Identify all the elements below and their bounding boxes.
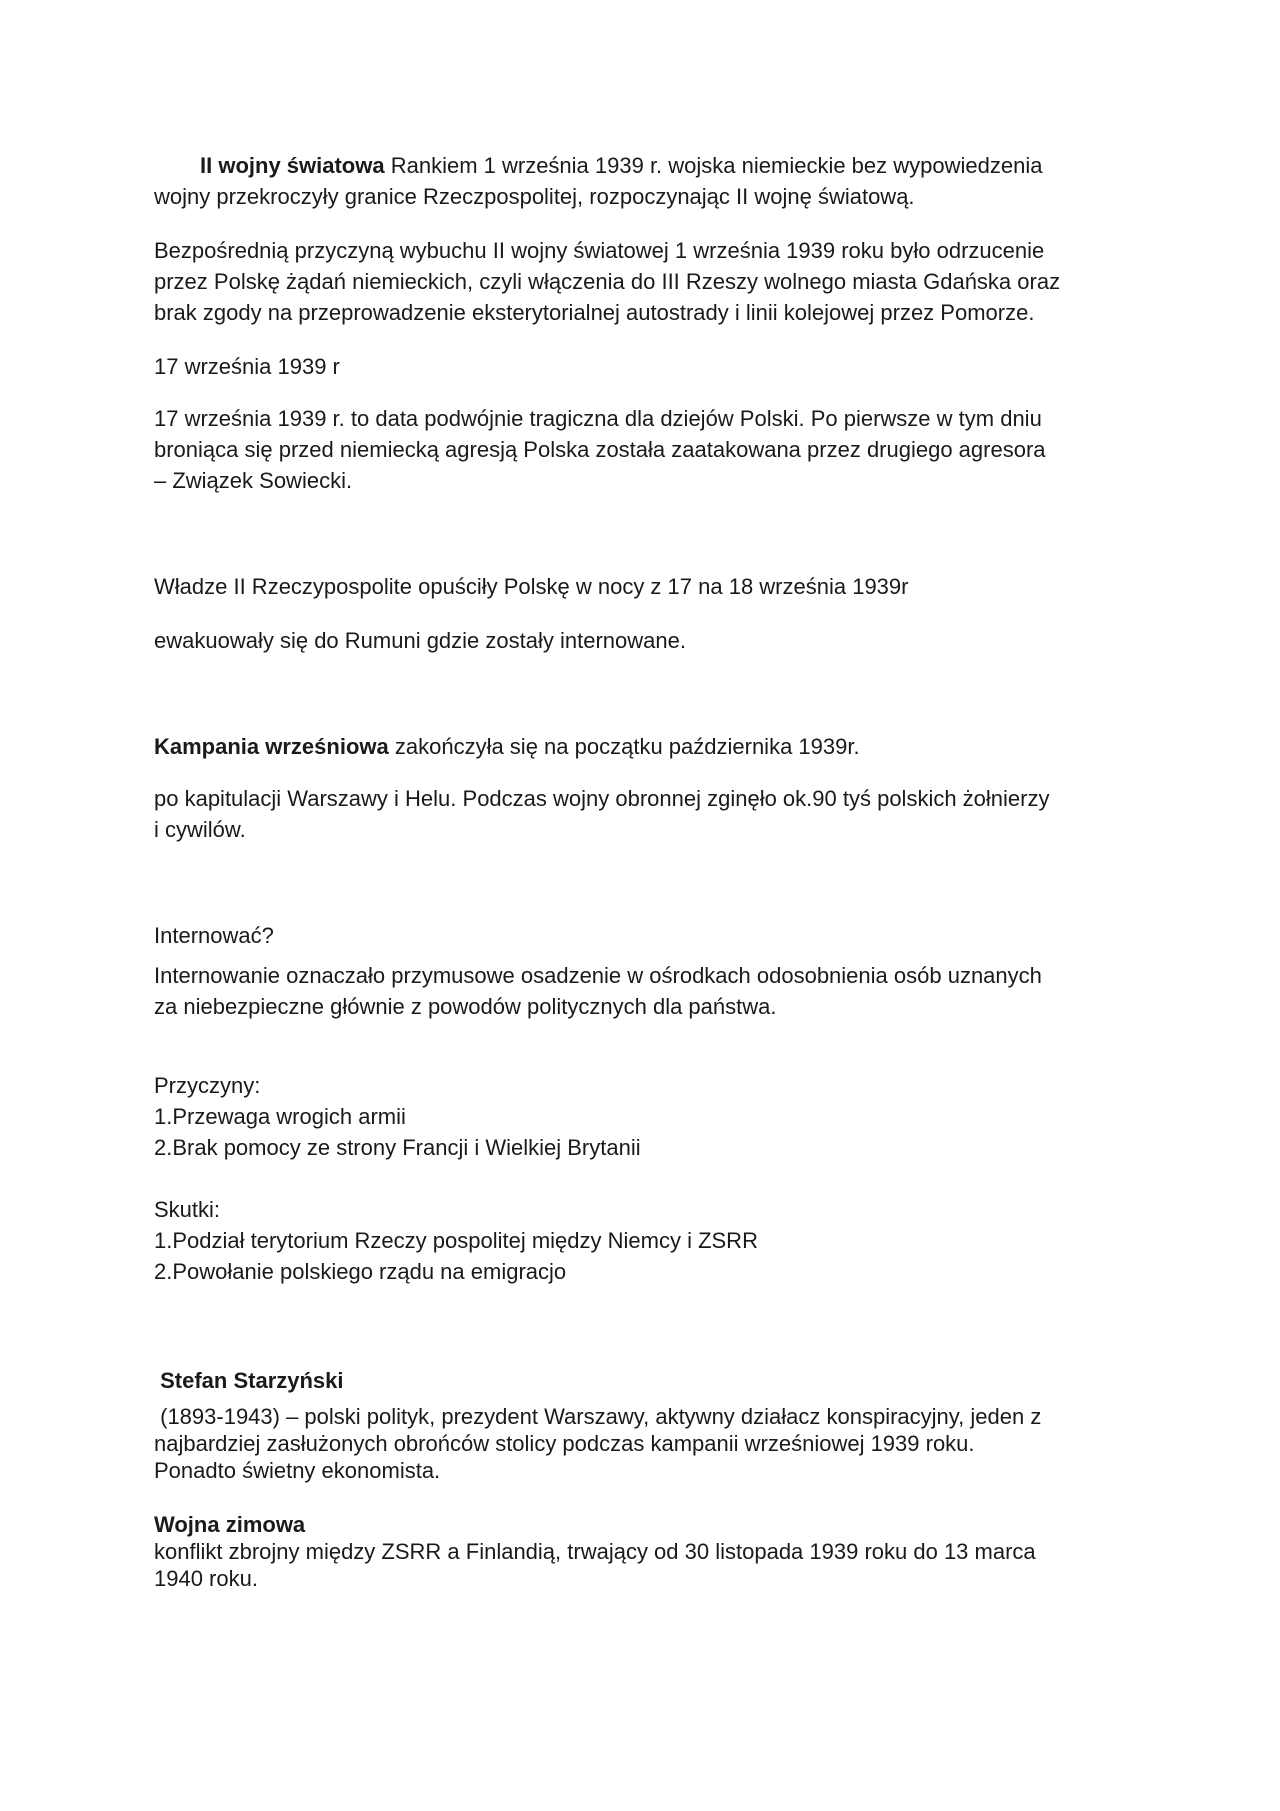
starzynski-paragraph (154, 1403, 1144, 1484)
campaign-bold-heading: Kampania wrześniowa (154, 734, 389, 759)
intern-def-line-1: Internowanie oznaczało przymusowe osadzenie w ośrodkach odosobnienia osób uznanych (154, 963, 1042, 988)
intern-question: Internować? (154, 923, 274, 948)
sep17-line-1: 17 września 1939 r. to data podwójnie tragiczna dla dziejów Polski. Po pierwsze w tym dniu (154, 406, 1042, 431)
causes-title: Przyczyny: (154, 1073, 261, 1098)
cause-paragraph (154, 235, 1144, 328)
intro-line-1 (154, 150, 1144, 181)
winter-heading: Wojna zimowa (154, 1512, 306, 1537)
effects-title: Skutki: (154, 1197, 221, 1222)
cause-line-1: Bezpośrednią przyczyną wybuchu II wojny światowej 1 września 1939 roku było odrzucenie (154, 238, 1045, 263)
capitulation-paragraph (154, 783, 1144, 845)
authorities-line-1: Władze II Rzeczypospolite opuściły Polskę w nocy z 17 na 18 września 1939r (154, 574, 909, 599)
campaign-paragraph (154, 731, 1144, 762)
effect-item-1: 1.Podział terytorium Rzeczy pospolitej między Niemcy i ZSRR (154, 1228, 758, 1253)
starzynski-line-3: Ponadto świetny ekonomista. (154, 1458, 441, 1483)
intern-def-line-2: za niebezpieczne głównie z powodów politycznych dla państwa. (154, 994, 777, 1019)
starzynski-line-2: najbardziej zasłużonych obrońców stolicy podczas kampanii wrześniowej 1939 roku. (154, 1431, 975, 1456)
intro-text-1: Rankiem 1 września 1939 r. wojska niemieckie bez wypowiedzenia (384, 153, 1043, 178)
sep17-line-3: – Związek Sowiecki. (154, 468, 353, 493)
winter-line-1: konflikt zbrojny między ZSRR a Finlandią, trwający od 30 listopada 1939 roku do 13 marca (154, 1539, 1036, 1564)
authorities-line-2: ewakuowały się do Rumuni gdzie zostały internowane. (154, 628, 686, 653)
cause-item-1: 1.Przewaga wrogich armii (154, 1104, 406, 1129)
intro-text-2: wojny przekroczyły granice Rzeczpospolitej, rozpoczynając II wojnę światową. (154, 184, 915, 209)
starzynski-heading: Stefan Starzyński (154, 1368, 344, 1393)
intro-bold-heading: II wojny światowa (200, 153, 385, 178)
intern-definition (154, 960, 1144, 1022)
effect-item-2: 2.Powołanie polskiego rządu na emigracjo (154, 1259, 567, 1284)
winter-line-2: 1940 roku. (154, 1566, 258, 1591)
sep17-paragraph (154, 403, 1144, 496)
cause-item-2: 2.Brak pomocy ze strony Francji i Wielkiej Brytanii (154, 1135, 641, 1160)
sep17-title: 17 września 1939 r (154, 354, 340, 379)
capitulation-line-1: po kapitulacji Warszawy i Helu. Podczas wojny obronnej zginęło ok.90 tyś polskich żołnierzy (154, 786, 1050, 811)
cause-line-3: brak zgody na przeprowadzenie eksterytorialnej autostrady i linii kolejowej przez Pomorze. (154, 300, 1035, 325)
effects-block (154, 1194, 1144, 1287)
cause-line-2: przez Polskę żądań niemieckich, czyli włączenia do III Rzeszy wolnego miasta Gdańska oraz (154, 269, 1061, 294)
starzynski-line-1: (1893-1943) – polski polityk, prezydent Warszawy, aktywny działacz konspiracyjny, jeden z (154, 1404, 1042, 1429)
campaign-text: zakończyła się na początku października 1939r. (388, 734, 860, 759)
intro-paragraph (154, 150, 1144, 212)
causes-block (154, 1070, 1144, 1163)
capitulation-line-2: i cywilów. (154, 817, 246, 842)
winter-block (154, 1511, 1144, 1592)
sep17-line-2: broniąca się przed niemiecką agresją Polska została zaatakowana przez drugiego agresora (154, 437, 1046, 462)
